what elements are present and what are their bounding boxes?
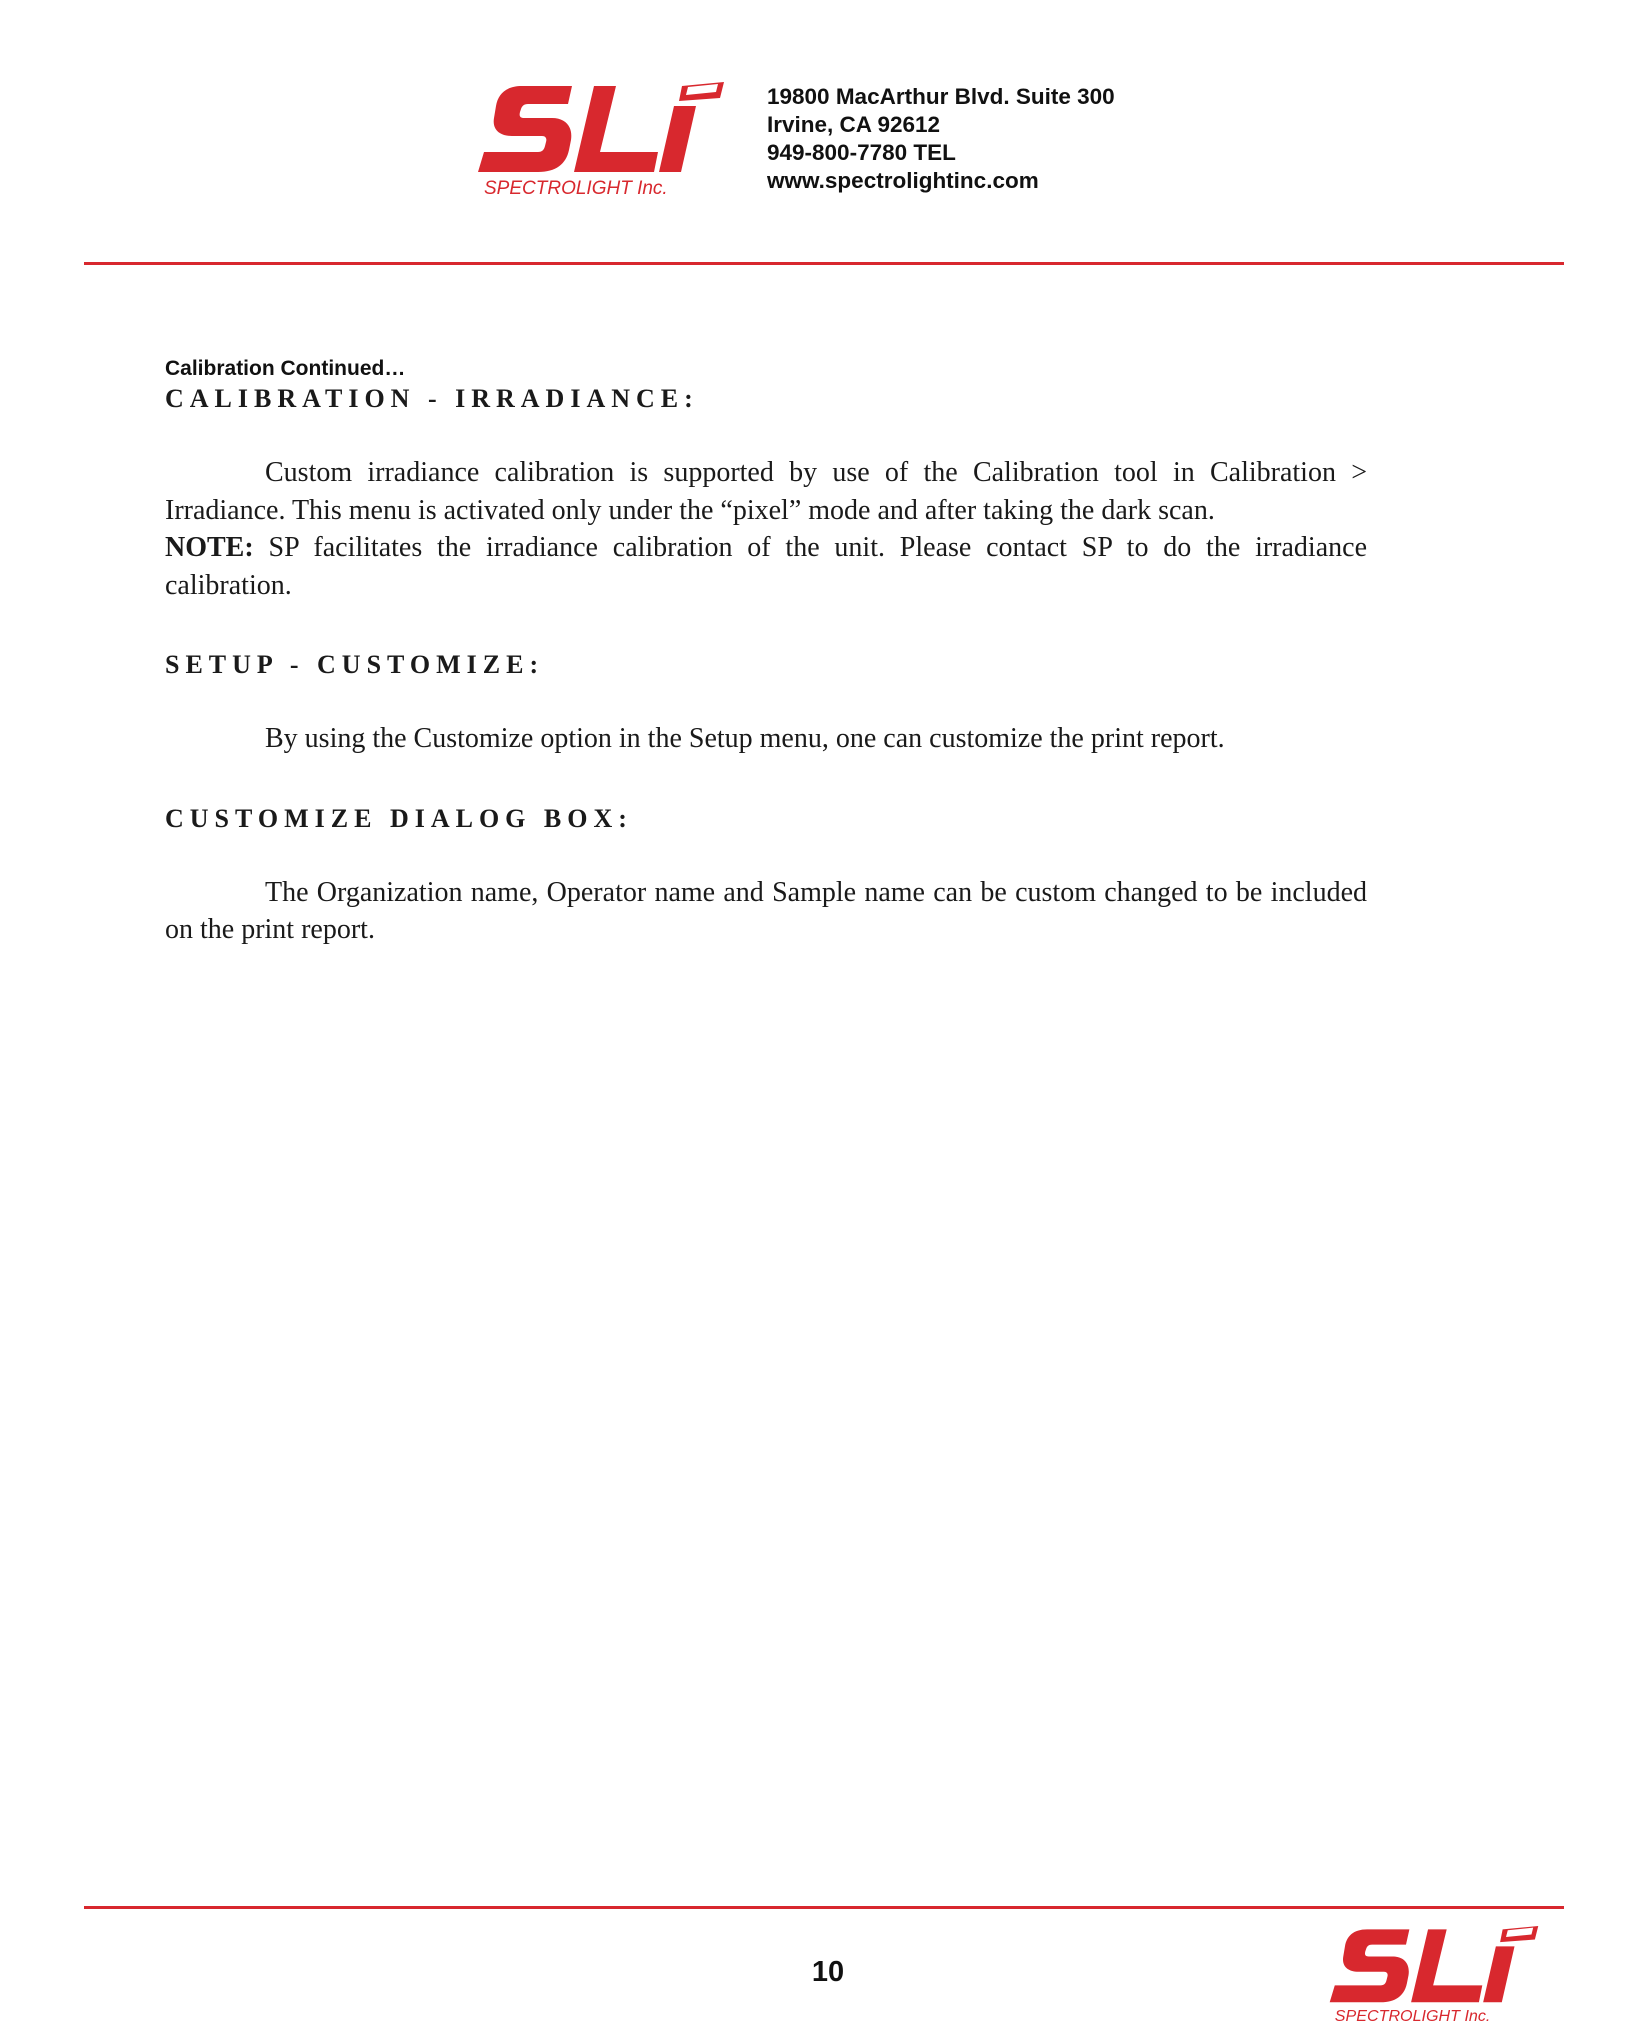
header-divider [84,262,1564,265]
continued-label: Calibration Continued… [165,357,406,380]
note-paragraph [165,529,1367,604]
svg-text:SPECTROLIGHT Inc.: SPECTROLIGHT Inc. [484,178,668,199]
section-title-customize-dialog: CUSTOMIZE DIALOG BOX: [165,803,633,833]
address-city: Irvine, CA 92612 [767,112,941,137]
svg-text:SPECTROLIGHT Inc.: SPECTROLIGHT Inc. [1334,2006,1491,2025]
spectrolight-logo [476,78,752,204]
address-website: www.spectrolightinc.com [767,168,1039,193]
address-street: 19800 MacArthur Blvd. Suite 300 [767,84,1115,109]
section-body-customize-dialog [165,874,1367,949]
footer-divider [84,1906,1564,1909]
paragraph-setup-customize: By using the Customize option in the Setup menu, one can customize the print report. [265,723,1225,754]
paragraph-irradiance: Custom irradiance calibration is supported by use of the Calibration tool in Calibration > Irradiance. This menu is activated only under the “pixel” mode and after taking the dark scan. [165,457,1367,526]
section-body-irradiance [165,454,1367,604]
section-title-setup-customize: SETUP - CUSTOMIZE: [165,650,545,679]
note-label: NOTE: [165,532,254,563]
address-phone: 949-800-7780 TEL [767,140,956,165]
page-number: 10 [811,1956,845,1988]
paragraph-customize-dialog: The Organization name, Operator name and Sample name can be custom changed to be included on the print report. [165,876,1367,945]
main-content [165,356,1367,949]
spectrolight-footer-logo [1328,1920,1562,2032]
section-body-setup-customize [165,720,1367,758]
company-address [767,83,1115,195]
section-title-irradiance: CALIBRATION - IRRADIANCE: [165,384,699,413]
note-text: SP facilitates the irradiance calibration of the unit. Please contact SP to do the irradiance calibration. [165,532,1367,601]
